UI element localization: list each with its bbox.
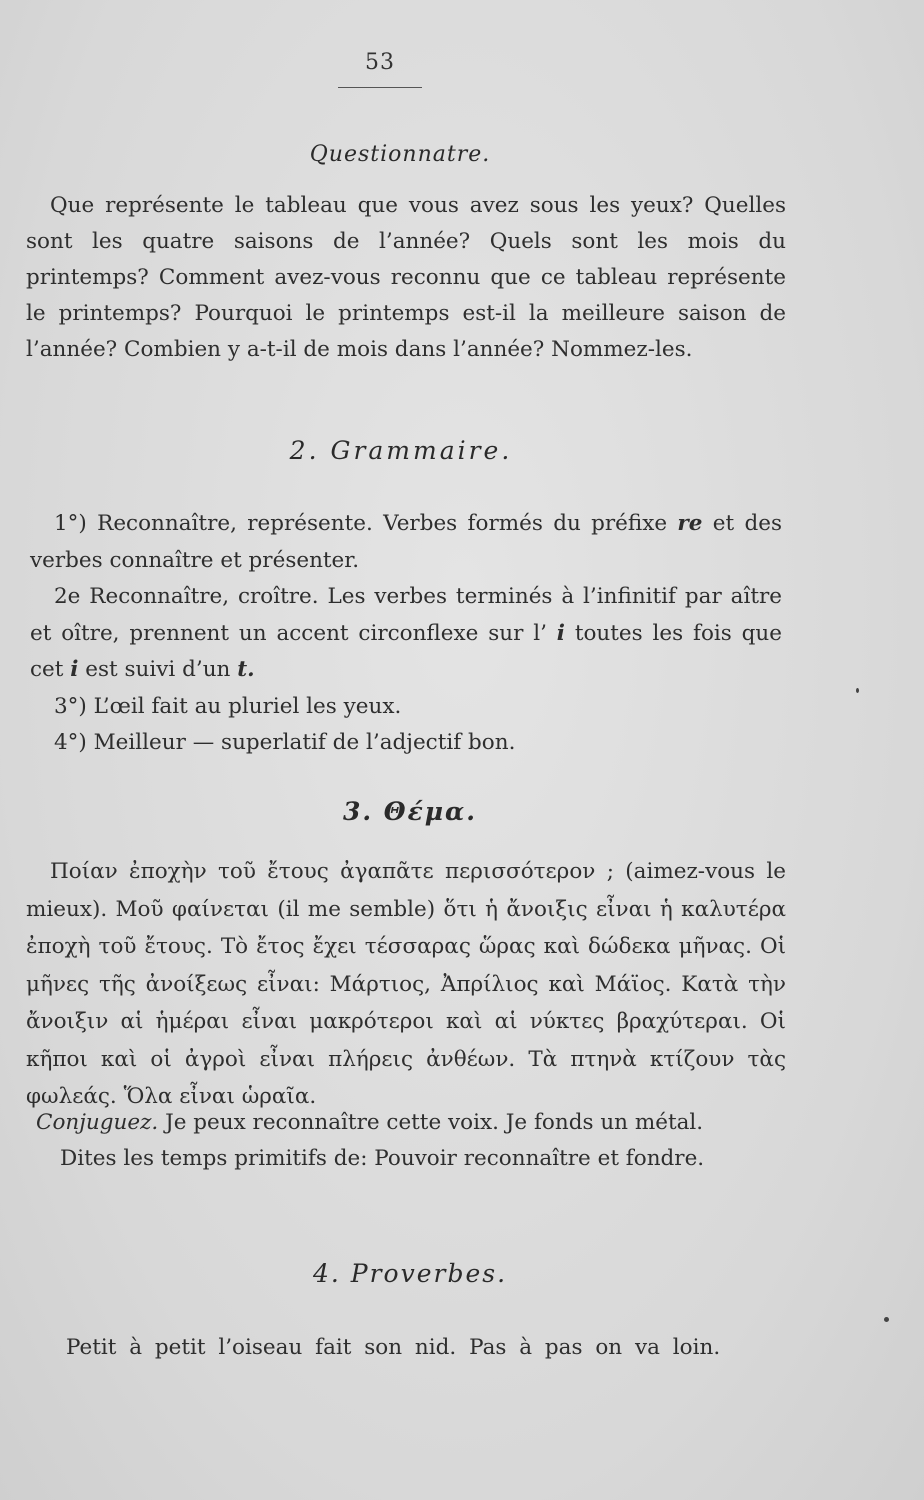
grammar-item-3: 3°) L’œil fait au pluriel les yeux. <box>54 693 402 719</box>
questionnaire-paragraph <box>26 188 786 368</box>
grammar-paragraph <box>30 506 782 762</box>
conjuguez-text: Je peux reconnaître cette voix. Je fonds un métal. <box>158 1110 704 1135</box>
dites-line: Dites les temps primitifs de: Pouvoir reconnaître et fondre. <box>60 1146 705 1171</box>
grammar-title: 2. Grammaire. <box>289 436 513 465</box>
questionnaire-title: Questionnatre. <box>309 142 491 167</box>
proverbs-title: 4. Proverbes. <box>312 1259 508 1288</box>
grammar-item-4: 4°) Meilleur — superlatif de l’adjectif bon. <box>54 730 516 755</box>
grammar-item-1: 1°) Reconnaître, représente. Verbes formés du préfixe re et des verbes connaître et présenter. <box>30 511 782 573</box>
proverbs-text: Petit à petit l’oiseau fait son nid. Pas à pas on va loin. <box>66 1335 721 1360</box>
grammar-item-2: 2e Reconnaître, croître. Les verbes terminés à l’infinitif par aître et oître, prennent un accent circonflexe sur l’ i toutes les fois que cet i est suivi d’un t. <box>30 584 782 682</box>
page-number: 53 <box>365 50 395 75</box>
theme-paragraph <box>26 853 786 1116</box>
conjuguez-label: Conjuguez. <box>36 1110 159 1135</box>
conjuguez-line <box>36 1105 788 1141</box>
paper-speck <box>856 688 859 693</box>
questionnaire-text: Que représente le tableau que vous avez sous les yeux? Quelles sont les quatre saisons de l’année? Quels sont les mois du printemps? Comment avez-vous reconnu que ce tableau représente le printemps? Pourquoi le printemps est-il la meilleure saison de l’année? Combien y a-t-il de mois dans l’année? Nommez-les. <box>26 193 786 362</box>
page-number-rule <box>338 87 422 88</box>
paper-speck <box>884 1317 889 1322</box>
theme-text: Ποίαν ἐποχὴν τοῦ ἔτους ἀγαπᾶτε περισσότερον ; (aimez-vous le mieux). Μοῦ φαίνεται (il me semble) ὅτι ἡ ἄνοιξις εἶναι ἡ καλυτέρα ἐποχὴ τοῦ ἔτους. Τὸ ἔτος ἔχει τέσσαρας ὥρας καὶ δώδεκα μῆνας. Οἱ μῆνες τῆς ἀνοίξεως εἶναι: Μάρτιος, Ἀπρίλιος καὶ Μάϊος. Κατὰ τὴν ἄνοιξιν αἱ ἡμέραι εἶναι μακρότεροι καὶ αἱ νύκτες βραχύτεραι. Οἱ κῆποι καὶ οἱ ἀγροὶ εἶναι πλήρεις ἀνθέων. Τὰ πτηνὰ κτίζουν τὰς φωλεάς. Ὅλα εἶναι ὡραῖα. <box>26 859 786 1109</box>
conjugation-paragraph <box>36 1105 788 1177</box>
theme-title: 3. Θέμα. <box>342 797 478 826</box>
proverbs-paragraph <box>66 1330 796 1366</box>
